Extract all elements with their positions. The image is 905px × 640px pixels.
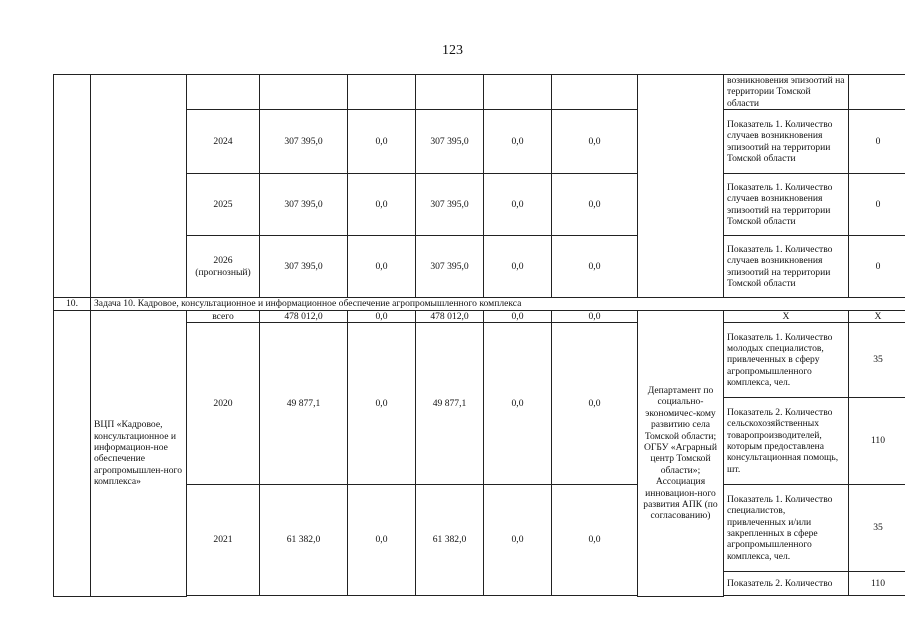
- cell-name: [91, 75, 187, 298]
- indicator-cell: Показатель 1. Количество случаев возникновения эпизоотий на территории Томской области: [724, 174, 849, 236]
- table-row: [54, 75, 905, 110]
- indicator-cell: Показатель 1. Количество молодых специалистов, привлеченных в сферу агропромышленного комплекса, чел.: [724, 323, 849, 398]
- regional-cell: 49 877,1: [416, 323, 484, 485]
- extrabudget-cell: 0,0: [552, 236, 638, 298]
- value-cell: 35: [849, 485, 905, 572]
- indicator-cell: возникновения эпизоотий на территории Томской области: [724, 75, 849, 110]
- local-cell: 0,0: [484, 110, 552, 174]
- year-note: (прогнозный): [195, 266, 251, 278]
- regional-cell: 307 395,0: [416, 236, 484, 298]
- local-cell: 0,0: [484, 236, 552, 298]
- value-cell: 110: [849, 572, 905, 596]
- extrabudget-cell: 0,0: [552, 174, 638, 236]
- regional-cell: 478 012,0: [416, 310, 484, 322]
- page-number: 123: [442, 43, 463, 58]
- value-cell: X: [849, 310, 905, 322]
- table-row: [54, 310, 905, 322]
- federal-cell: 0,0: [348, 485, 416, 596]
- local-cell: 0,0: [484, 310, 552, 322]
- cell-number: [54, 310, 91, 596]
- total-cell: 307 395,0: [260, 174, 348, 236]
- federal-cell: 0,0: [348, 323, 416, 485]
- regional-cell: 307 395,0: [416, 174, 484, 236]
- task-number: 10.: [54, 298, 91, 310]
- federal-cell: 0,0: [348, 310, 416, 322]
- regional-cell: 61 382,0: [416, 485, 484, 596]
- indicator-cell: X: [724, 310, 849, 322]
- total-cell: 307 395,0: [260, 236, 348, 298]
- year-label: 2026: [213, 255, 233, 267]
- task-title: Задача 10. Кадровое, консультационное и информационное обеспечение агропромышленного комплекса: [91, 298, 905, 310]
- extrabudget-cell: 0,0: [552, 485, 638, 596]
- year-cell: 2024: [187, 110, 260, 174]
- year-cell: всего: [187, 310, 260, 322]
- cell-executor: [638, 75, 724, 298]
- total-cell: 61 382,0: [260, 485, 348, 596]
- program-name: ВЦП «Кадровое, консультационное и информацион-ное обеспечение агропромышлен-ного комплекса»: [91, 310, 187, 596]
- year-cell: 2020: [187, 323, 260, 485]
- federal-cell: 0,0: [348, 236, 416, 298]
- indicator-cell: Показатель 1. Количество случаев возникновения эпизоотий на территории Томской области: [724, 110, 849, 174]
- value-cell: 0: [849, 236, 905, 298]
- total-cell: 49 877,1: [260, 323, 348, 485]
- indicator-cell: Показатель 1. Количество специалистов, привлеченных и/или закрепленных в сфере агропромышленного комплекса, чел.: [724, 485, 849, 572]
- indicator-cell: Показатель 1. Количество случаев возникновения эпизоотий на территории Томской области: [724, 236, 849, 298]
- year-cell: 2021: [187, 485, 260, 596]
- total-cell: 478 012,0: [260, 310, 348, 322]
- local-cell: 0,0: [484, 323, 552, 485]
- local-cell: 0,0: [484, 174, 552, 236]
- federal-cell: 0,0: [348, 110, 416, 174]
- value-cell: 110: [849, 398, 905, 485]
- value-cell: 0: [849, 110, 905, 174]
- executors-cell: Департамент по социально-экономичес-кому развитию села Томской области; ОГБУ «Аграрный центр Томской области»; Ассоциация инновацион-ного развития АПК (по согласованию): [638, 310, 724, 596]
- extrabudget-cell: 0,0: [552, 110, 638, 174]
- total-cell: 307 395,0: [260, 110, 348, 174]
- task-row: [54, 298, 905, 310]
- year-cell: [187, 236, 260, 298]
- indicator-cell: Показатель 2. Количество сельскохозяйственных товаропроизводителей, которым предоставлена консультационная помощь, шт.: [724, 398, 849, 485]
- program-table: [53, 74, 905, 597]
- value-cell: 35: [849, 323, 905, 398]
- cell-number: [54, 75, 91, 298]
- value-cell: 0: [849, 174, 905, 236]
- local-cell: 0,0: [484, 485, 552, 596]
- extrabudget-cell: 0,0: [552, 323, 638, 485]
- indicator-cell: Показатель 2. Количество: [724, 572, 849, 596]
- regional-cell: 307 395,0: [416, 110, 484, 174]
- extrabudget-cell: 0,0: [552, 310, 638, 322]
- year-cell: 2025: [187, 174, 260, 236]
- federal-cell: 0,0: [348, 174, 416, 236]
